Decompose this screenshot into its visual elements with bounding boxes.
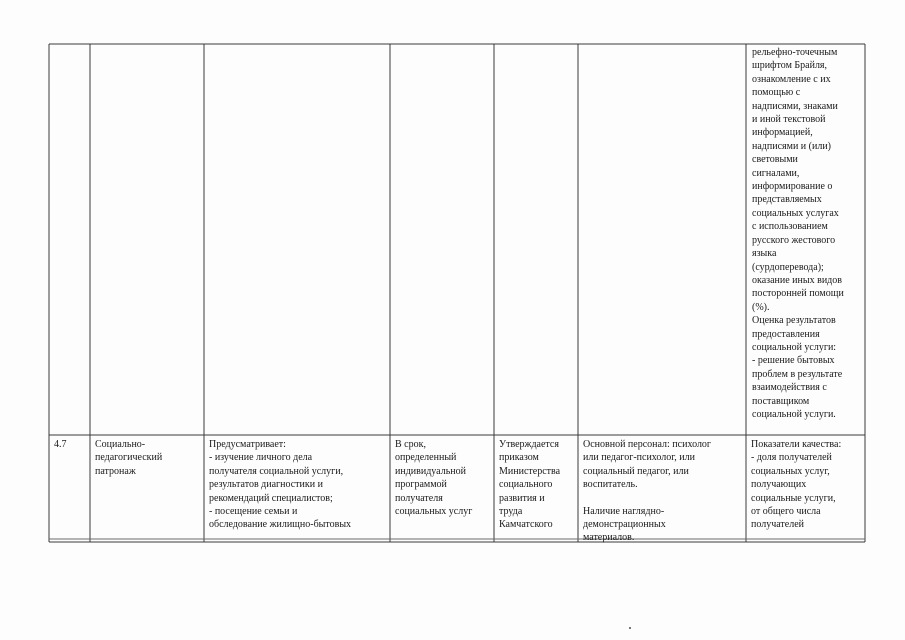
text-line: с использованием (752, 221, 828, 233)
text-line: определенный (395, 452, 457, 464)
conditions-cell (581, 438, 744, 545)
text-line: Основной персонал: психолог (583, 439, 712, 450)
text-line: обследование жилищно-бытовых (209, 519, 352, 531)
text-line: получателя социальной услуги, (209, 465, 344, 477)
text-line: воспитатель. (583, 479, 638, 491)
text-line: посторонней помощи (752, 288, 844, 300)
service-term-cell (393, 438, 492, 518)
row-number-cell (52, 438, 88, 451)
text-line: языка (752, 248, 777, 260)
text-line: патронаж (95, 465, 136, 477)
text-line: социальной услуги. (752, 408, 836, 420)
text-line: социальных услугах (752, 207, 839, 219)
text-line: индивидуальной (395, 465, 466, 477)
tariff-approval-cell (497, 438, 576, 532)
text-line: рекомендаций специалистов; (209, 492, 333, 504)
text-line: от общего числа (751, 506, 821, 518)
text-line: световыми (752, 154, 798, 166)
text-line: социальные услуги, (751, 492, 836, 504)
text-line: поставщиком (752, 395, 810, 407)
text-line: помощью с (752, 87, 801, 99)
text-line: труда (499, 506, 523, 518)
text-line: Оценка результатов (752, 315, 836, 327)
text-line: Министерства (499, 465, 561, 477)
text-line: представляемых (752, 194, 822, 206)
text-line: и иной текстовой (752, 114, 826, 126)
text-line: Предусматривает: (209, 439, 286, 450)
text-line: материалов. (583, 532, 635, 544)
text-line: оказание иных видов (752, 274, 842, 286)
text-line: предоставления (752, 328, 820, 340)
text-line: надписями, знаками (752, 100, 838, 112)
text-line: социального (499, 479, 553, 491)
service-name-cell (93, 438, 201, 478)
text-line: Камчатского (499, 519, 553, 531)
text-line: взаимодействия с (752, 382, 827, 394)
text-line: В срок, (395, 439, 426, 450)
text-line: получателей (751, 519, 805, 531)
text-line: - доля получателей (751, 452, 832, 464)
text-line: (сурдоперевода); (752, 261, 824, 273)
text-line: Наличие наглядно- (583, 505, 665, 517)
text-line: надписями и (или) (752, 140, 832, 152)
text-line: социальных услуг, (751, 465, 830, 477)
text-line: - решение бытовых (752, 355, 835, 367)
text-line: Утверждается (499, 439, 559, 450)
text-line: шрифтом Брайля, (752, 60, 828, 72)
text-line: ознакомление с их (752, 73, 831, 85)
text-line: Показатели качества: (751, 439, 842, 450)
text-line: результатов диагностики и (209, 479, 323, 491)
scan-speck (629, 627, 631, 629)
text-line: социальный педагог, или (583, 465, 689, 477)
text-line: сигналами, (752, 167, 800, 179)
text-line: социальных услуг (395, 506, 473, 518)
quality-indicators-cell (749, 438, 865, 532)
prev-row-col8-cell (750, 46, 865, 421)
text-line: (%). (752, 301, 770, 313)
text-line: социальной услуги: (752, 341, 837, 353)
service-description-cell (207, 438, 388, 532)
text-line: рельефно-точечным (752, 47, 838, 58)
text-line: или педагог-психолог, или (583, 452, 695, 464)
text-line: - изучение личного дела (209, 452, 313, 464)
text-line: Социально- (95, 439, 146, 450)
text-line: развития и (499, 492, 545, 504)
text-line: информирование о (752, 181, 833, 193)
text-line: программой (395, 479, 447, 491)
text-line: педагогический (95, 452, 163, 464)
text-line: получателя (395, 492, 443, 504)
text-line: русского жестового (752, 234, 836, 246)
text-line: приказом (499, 452, 539, 464)
row-number: 4.7 (54, 439, 67, 450)
text-line: - посещение семьи и (209, 506, 298, 518)
text-line: получающих (751, 479, 807, 491)
text-line: демонстрационных (583, 519, 666, 531)
text-line: проблем в результате (752, 368, 843, 380)
text-line: информацией, (752, 127, 813, 139)
